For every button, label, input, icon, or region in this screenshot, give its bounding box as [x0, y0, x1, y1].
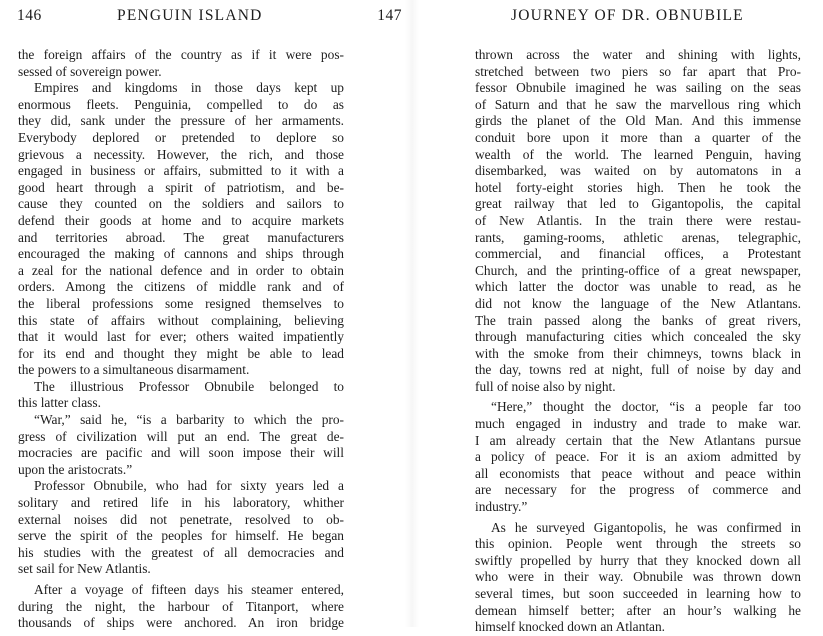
text-line: defend their goods at home and to acquire markets [18, 212, 344, 228]
text-line: much engaged in industry and trade to make war. [475, 416, 801, 432]
text-line: through manufacturing cities which concealed the sky [475, 329, 801, 345]
text-line: swiftly propelled by hurry that they knocked down all [475, 552, 801, 568]
text-line: the liberal professions some resigned themselves to [18, 295, 344, 311]
text-line: this state of affairs without complaining, believing [18, 312, 344, 328]
text-line: his studies with the greatest of all democracies and [18, 544, 344, 560]
text-line: great railway that led to Gigantopolis, the capital [475, 196, 801, 212]
text-line: upon the aristocrats.” [18, 461, 133, 477]
text-line: that it would last for ever; others waited impatiently [18, 329, 344, 345]
text-line: fessor Obnubile imagined he was sailing on the seas [475, 80, 801, 96]
text-line: stretched between two piers so far apart that Pro- [475, 63, 801, 79]
text-line: several times, but soon succeeded in learning how to [475, 586, 801, 601]
text-line: engaged in business or affairs, submitted to it with a [18, 163, 344, 179]
text-line: commercial, and financial offices, a Protestant [475, 246, 801, 262]
text-line: of Saturn and that he saw the marvellous ring which [475, 96, 801, 112]
text-line: The illustrious Professor Obnubile belonged to [34, 378, 344, 394]
text-line: I am already certain that the New Atlantans pursue [475, 432, 801, 448]
right-page-number: 147 [377, 7, 402, 24]
text-line: cause they counted on the soldiers and sailors to [18, 196, 344, 212]
text-line: are necessary for the progress of commerce and [475, 482, 801, 498]
left-page [0, 0, 411, 631]
text-line: rants, gaming-rooms, athletic arenas, telegraphic, [475, 229, 801, 245]
text-line: good heart through a spirit of patriotism, and be- [18, 179, 344, 195]
text-line: himself knocked down an Atlantan. [475, 619, 666, 635]
text-line: a policy of peace. For it is an axiom admitted by [475, 449, 801, 465]
text-line: solitary and retired life in his laboratory, whither [18, 495, 344, 511]
text-line: did not know the language of the New Atlantans. [475, 295, 801, 311]
text-line: during the night, the harbour of Titanport, where [18, 598, 344, 614]
text-line: industry.” [475, 499, 528, 515]
text-line: sessed of sovereign power. [18, 63, 162, 79]
text-line: who were in their way. Obnubile was thrown down [475, 569, 801, 585]
text-line: Everybody deplored or pretended to deplore so [18, 129, 344, 145]
text-line: demean himself better; after an hour’s walking he [475, 602, 801, 618]
right-page-body [475, 47, 801, 636]
text-line: all economists that peace without and peace within [475, 465, 801, 481]
text-line: wealth of the world. The learned Penguin, having [475, 146, 801, 162]
text-line: a zeal for the national defence and in order to obtain [18, 262, 344, 278]
text-line: they did, sank under the pressure of her armaments. [18, 113, 344, 129]
text-line: girds the planet of the Old Man. And this immense [475, 113, 801, 129]
text-line: gress of civilization will put an end. The great de- [18, 428, 344, 444]
text-line: “War,” said he, “is a barbarity to which the pro- [34, 412, 344, 428]
text-line: encouraged the making of cannons and ships through [18, 246, 344, 262]
text-line: the foreign affairs of the country as if it were pos- [18, 47, 344, 62]
text-line: hotel forty-eight stories high. Then he took the [475, 179, 801, 195]
text-line: Church, and the printing-office of a great newspaper, [475, 262, 801, 278]
text-line: The train passed along the banks of great rivers, [475, 312, 801, 328]
text-line: Professor Obnubile, who had for sixty years led a [34, 478, 344, 494]
text-line: the day, towns red at night, full of noise by day and [475, 362, 801, 378]
text-line: serve the spirit of the peoples for himself. He began [18, 528, 344, 544]
text-line: Empires and kingdoms in those days kept up [34, 80, 344, 96]
text-line: the powers to a simultaneous disarmament. [18, 362, 250, 378]
text-line: full of noise also by night. [475, 378, 616, 394]
text-line: with the smoke from their chimneys, towns black in [475, 345, 801, 361]
text-line: grievous a necessity. However, the rich, and those [18, 146, 344, 162]
left-running-title: PENGUIN ISLAND [117, 7, 263, 24]
text-line: set sail for New Atlantis. [18, 561, 151, 577]
text-line: “Here,” thought the doctor, “is a people far too [491, 399, 801, 415]
text-line: After a voyage of fifteen days his steamer entered, [34, 582, 344, 597]
text-line: which latter the doctor was unable to read, as he [475, 279, 801, 295]
text-line: of New Atlantis. In the train there were restau- [475, 212, 801, 228]
text-line: mocracies are pacific and will soon impose their will [18, 445, 344, 461]
left-page-body [18, 47, 344, 632]
text-line: and territories abroad. The great manufacturers [18, 229, 344, 245]
text-line: this opinion. People went through the streets so [475, 536, 801, 552]
left-page-number: 146 [17, 7, 42, 24]
text-line: thousands of ships were anchored. An iron bridge [18, 615, 344, 631]
text-line: As he surveyed Gigantopolis, he was confirmed in [491, 519, 801, 535]
text-line: thrown across the water and shining with lights, [475, 47, 801, 62]
text-line: external noises did not penetrate, resolved to ob- [18, 511, 344, 527]
text-line: conduit bore upon it more than a quarter of the [475, 129, 801, 145]
right-page [377, 0, 823, 635]
text-line: disembarked, was waited on by automatons in a [475, 163, 801, 179]
text-line: for its end and thought they might be able to lead [18, 345, 344, 361]
text-line: this latter class. [18, 395, 101, 411]
text-line: orders. Among the citizens of middle rank and of [18, 279, 344, 295]
right-running-title: JOURNEY OF DR. OBNUBILE [511, 7, 744, 24]
text-line: enormous fleets. Penguinia, compelled to do as [18, 96, 344, 112]
